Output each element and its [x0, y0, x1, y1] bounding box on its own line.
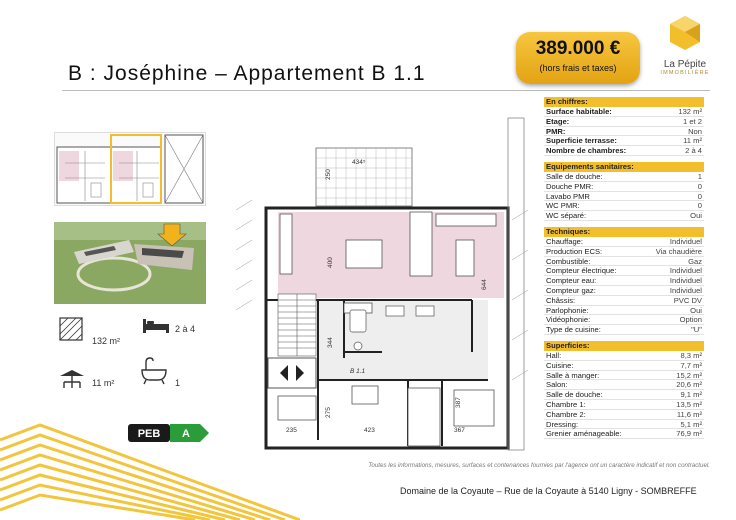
spec-row: Nombre de chambres: 2 à 4	[546, 146, 702, 156]
price-amount: 389.000 €	[535, 38, 621, 59]
aerial-view-image	[54, 222, 206, 304]
peb-grade: A	[182, 428, 190, 440]
spec-row: PMR: Non	[546, 126, 702, 136]
bathtub-icon	[140, 356, 168, 386]
spec-row: Chauffage: Individuel	[546, 236, 702, 246]
dim-434: 434⁵	[352, 159, 366, 166]
logo-subtitle: IMMOBILIÈRE	[660, 70, 710, 76]
spec-row: Combustible: Gaz	[546, 256, 702, 266]
spec-row: WC séparé: Oui	[546, 211, 702, 221]
section-header: Superficies:	[544, 341, 704, 351]
section-en-chiffres	[544, 97, 704, 156]
spec-row: Etage: 1 et 2	[546, 116, 702, 126]
dim-644: 644	[481, 279, 488, 290]
spec-row: Cuisine: 7,7 m²	[546, 360, 702, 370]
spec-row: Surface habitable: 132 m²	[546, 107, 702, 116]
spec-row: WC PMR: 0	[546, 201, 702, 211]
disclaimer: Toutes les informations, mesures, surfaces et contenances fournies par l'agence ont un caractère indicatif et non contractuel.	[368, 462, 710, 469]
spec-row: Production ECS: Via chaudière	[546, 246, 702, 256]
stat-bathrooms: 1	[175, 378, 181, 388]
dim-235: 235	[286, 427, 297, 434]
floor-plan	[232, 100, 532, 460]
spec-row: Chambre 2: 11,6 m²	[546, 409, 702, 419]
spec-row: Salle de douche: 1	[546, 171, 702, 181]
peb-energy-badge	[128, 423, 210, 443]
gem-logo-icon	[666, 14, 704, 52]
spec-row: Hall: 8,3 m²	[546, 350, 702, 360]
building-plan-thumbnail	[54, 132, 206, 206]
surface-area-icon	[58, 316, 84, 342]
spec-row: Salle à manger: 15,2 m²	[546, 370, 702, 380]
spec-row: Compteur eau: Individuel	[546, 276, 702, 286]
footer-address: Domaine de la Coyaute – Rue de la Coyaute à 5140 Ligny - SOMBREFFE	[400, 486, 697, 496]
stat-terrace: 11 m²	[92, 378, 115, 388]
brand-logo	[654, 14, 716, 84]
spec-row: Châssis: PVC DV	[546, 295, 702, 305]
stat-bedrooms: 2 à 4	[175, 324, 196, 334]
dim-367: 367	[454, 427, 465, 434]
spec-row: Compteur électrique: Individuel	[546, 266, 702, 276]
section-superficies	[544, 341, 704, 439]
spec-row: Salle de douche: 9,1 m²	[546, 390, 702, 400]
spec-row: Grenier aménageable: 76,9 m²	[546, 429, 702, 439]
dim-250: 250	[325, 169, 332, 180]
price-note: (hors frais et taxes)	[539, 63, 617, 73]
peb-label: PEB	[137, 428, 161, 440]
spec-row: Superficie terrasse: 11 m²	[546, 136, 702, 146]
spec-row: Dressing: 5,1 m²	[546, 419, 702, 429]
section-header: Techniques:	[544, 227, 704, 237]
terrace-table-icon	[58, 368, 86, 390]
dim-400: 400	[327, 257, 334, 268]
unit-label: B 1.1	[350, 368, 366, 375]
dim-387: 387	[455, 397, 462, 408]
bed-icon	[142, 318, 170, 334]
spec-row: Compteur gaz: Individuel	[546, 285, 702, 295]
dim-275: 275	[325, 407, 332, 418]
dim-423: 423	[364, 427, 375, 434]
spec-row: Douche PMR: 0	[546, 181, 702, 191]
title-divider	[62, 90, 710, 91]
stat-surface: 132 m²	[92, 336, 121, 346]
spec-row: Salon: 20,6 m²	[546, 380, 702, 390]
page-title: B : Joséphine – Appartement B 1.1	[68, 62, 426, 85]
spec-row: Parlophonie: Oui	[546, 305, 702, 315]
section-techniques	[544, 227, 704, 335]
logo-name: La Pépite	[663, 59, 707, 70]
spec-row: Type de cuisine: "U"	[546, 325, 702, 335]
spec-table	[544, 97, 704, 445]
dim-344: 344	[327, 337, 334, 348]
spec-row: Chambre 1: 13,5 m²	[546, 399, 702, 409]
spec-row: Vidéophonie: Option	[546, 315, 702, 325]
section-sanitaires	[544, 162, 704, 221]
spec-row: Lavabo PMR 0	[546, 191, 702, 201]
section-header: Equipements sanitaires:	[544, 162, 704, 172]
price-badge	[516, 32, 640, 84]
section-header: En chiffres:	[544, 97, 704, 107]
